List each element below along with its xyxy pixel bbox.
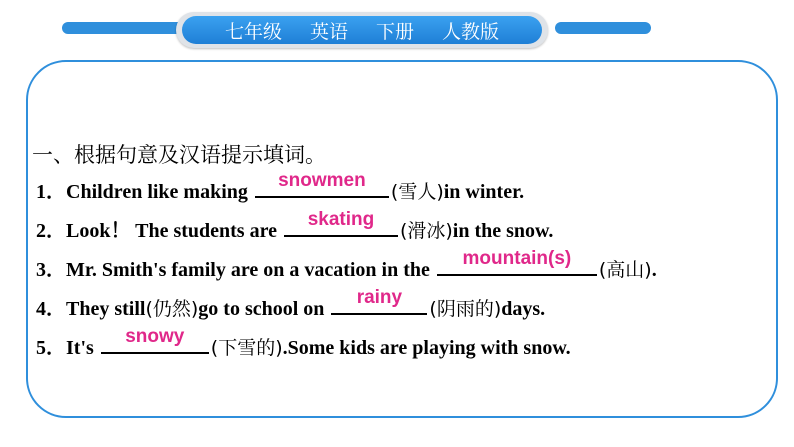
question-text: go to school on (198, 298, 330, 320)
question-text: Mr. Smith's family are on a vacation in the (66, 259, 435, 281)
header-volume: 下册 (376, 20, 415, 43)
chinese-hint: (仍然) (145, 298, 199, 320)
question-3 (36, 248, 657, 282)
answer-blank (284, 209, 398, 237)
answer-blank (331, 287, 427, 315)
chinese-hint: (滑冰) (399, 220, 453, 242)
question-2 (36, 209, 554, 243)
question-text: Look！ The students are (66, 220, 282, 242)
chinese-hint: (雪人) (390, 181, 444, 203)
answer-text: rainy (356, 287, 403, 308)
question-5 (36, 326, 571, 360)
answer-text: snowy (125, 326, 185, 347)
question-number: 2． (36, 220, 66, 242)
answer-blank (255, 170, 389, 198)
chinese-hint: (下雪的) (210, 337, 283, 359)
question-text: in the snow. (452, 220, 554, 242)
chinese-hint: (阴雨的) (429, 298, 502, 320)
question-number: 5． (36, 337, 66, 359)
header-edition: 人教版 (442, 20, 500, 43)
header-grade: 七年级 (224, 20, 282, 43)
question-text: .Some kids are playing with snow. (282, 337, 571, 359)
question-text: . (651, 259, 657, 281)
question-number: 3． (36, 259, 66, 281)
header-title (182, 16, 542, 44)
header-bar-right (555, 22, 651, 34)
answer-text: snowmen (278, 170, 366, 191)
question-number: 1． (36, 181, 66, 203)
header-subject: 英语 (309, 20, 348, 43)
question-text: days. (501, 298, 546, 320)
question-text: Children like making (66, 181, 253, 203)
question-4 (36, 287, 546, 321)
header-bar-left (62, 22, 186, 34)
question-1 (36, 170, 525, 204)
chinese-hint: (高山) (598, 259, 652, 281)
answer-text: mountain(s) (462, 248, 572, 269)
question-text: They still (66, 298, 146, 320)
instruction-text: 一、根据句意及汉语提示填词。 (32, 143, 326, 167)
header-title-pill (176, 12, 548, 48)
answer-text: skating (307, 209, 375, 230)
answer-blank (437, 248, 597, 276)
question-text: It's (66, 337, 99, 359)
question-number: 4． (36, 298, 66, 320)
question-text: in winter. (443, 181, 525, 203)
answer-blank (101, 326, 209, 354)
